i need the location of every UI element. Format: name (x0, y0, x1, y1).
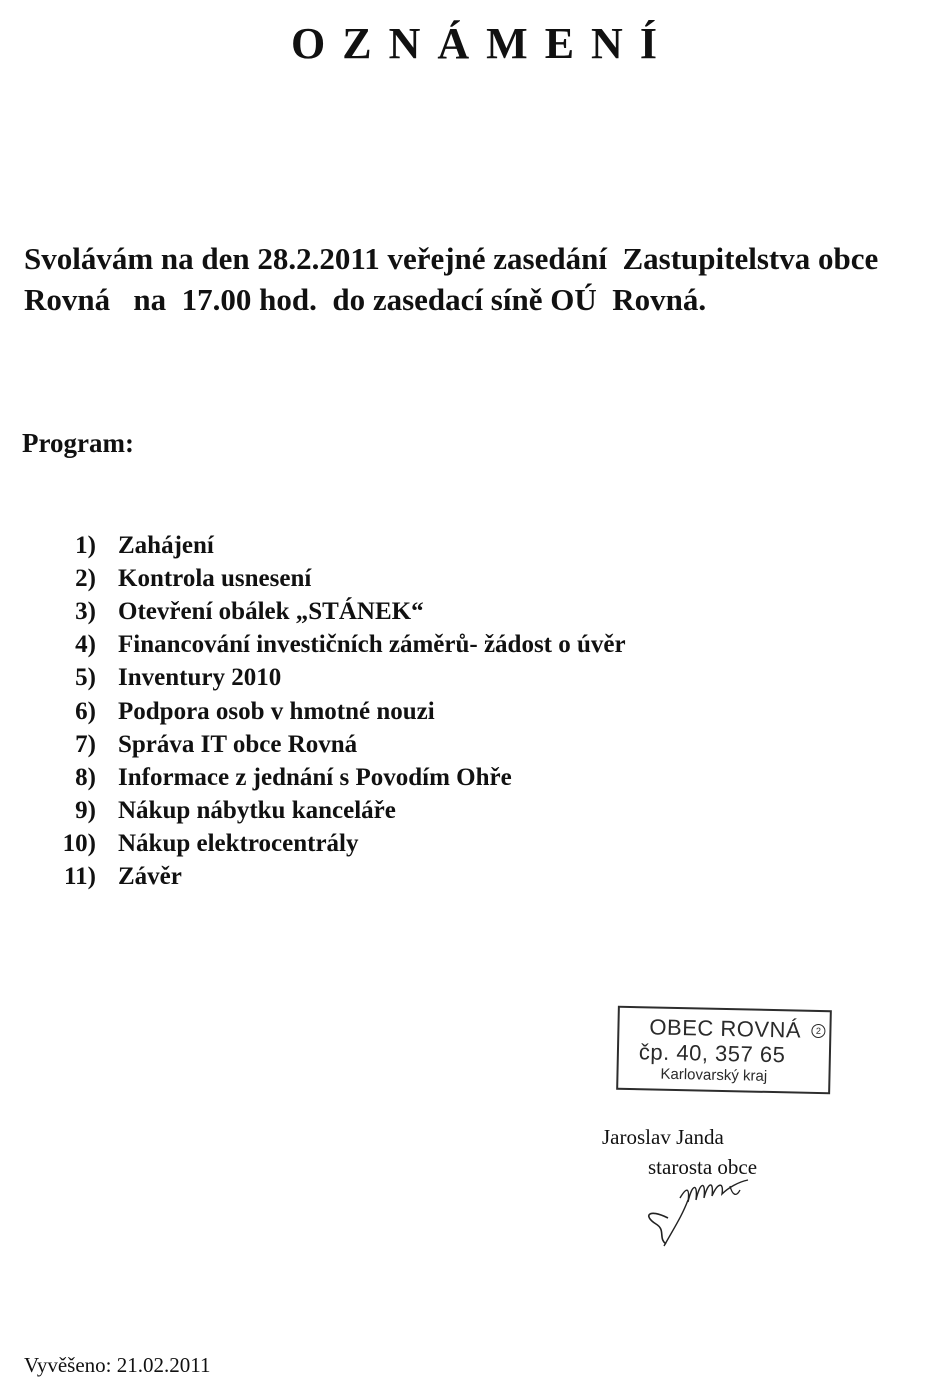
agenda-item-number: 6) (75, 697, 96, 725)
agenda-item-number: 11) (64, 863, 96, 891)
document-title: OZNÁMENÍ (291, 19, 674, 68)
signer-name: Jaroslav Janda (602, 1125, 724, 1149)
agenda-item-text: Závěr (118, 863, 182, 891)
handwritten-signature (628, 1168, 778, 1248)
agenda-item-text: Inventury 2010 (118, 664, 282, 692)
agenda-item-text: Financování investičních záměrů- žádost o úvěr (118, 631, 626, 659)
agenda-item-number: 3) (75, 597, 96, 625)
agenda-item-number: 1) (75, 531, 96, 559)
agenda-item-text: Informace z jednání s Povodím Ohře (118, 763, 512, 791)
agenda-item (30, 861, 626, 894)
agenda-item-text: Zahájení (118, 531, 214, 559)
agenda-item-text: Nákup nábytku kanceláře (118, 797, 396, 825)
agenda-item-number: 4) (75, 631, 96, 659)
agenda-item (30, 695, 626, 728)
stamp-address: čp. 40, 357 65 (638, 1039, 786, 1068)
agenda-item (30, 562, 626, 595)
announcement-line-2: Rovná na 17.00 hod. do zasedací síně OÚ Rovná. (24, 282, 707, 317)
meeting-announcement (24, 238, 939, 320)
agenda-item (30, 728, 626, 761)
agenda-item-number: 7) (75, 730, 96, 758)
stamp-municipality-name: OBEC ROVNÁ (649, 1014, 802, 1043)
agenda-item-number: 2) (75, 564, 96, 592)
municipal-stamp (616, 1006, 832, 1094)
agenda-item-text: Otevření obálek „STÁNEK“ (118, 597, 424, 625)
agenda-item-text: Nákup elektrocentrály (118, 830, 359, 858)
agenda-item (30, 662, 626, 695)
announcement-line-1: Svolávám na den 28.2.2011 veřejné zasedání Zastupitelstva obce (24, 241, 879, 276)
agenda-item-number: 9) (75, 797, 96, 825)
stamp-circle-mark: 2 (811, 1024, 825, 1038)
agenda-item-text: Podpora osob v hmotné nouzi (118, 697, 435, 725)
agenda-item-number: 10) (62, 830, 96, 858)
program-label: Program: (22, 428, 134, 458)
agenda-item (30, 629, 626, 662)
agenda-item-number: 8) (75, 763, 96, 791)
signer-role: starosta obce (648, 1155, 758, 1179)
stamp-region: Karlovarský kraj (660, 1065, 768, 1085)
agenda-item-text: Správa IT obce Rovná (118, 730, 358, 758)
agenda-item (30, 828, 626, 861)
agenda-item (30, 595, 626, 628)
agenda-item (30, 795, 626, 828)
agenda-item (30, 761, 626, 794)
agenda-list (30, 529, 626, 894)
agenda-item (30, 529, 626, 562)
agenda-item-text: Kontrola usnesení (118, 564, 312, 592)
posted-date: Vyvěšeno: 21.02.2011 (24, 1353, 211, 1377)
agenda-item-number: 5) (75, 664, 96, 692)
